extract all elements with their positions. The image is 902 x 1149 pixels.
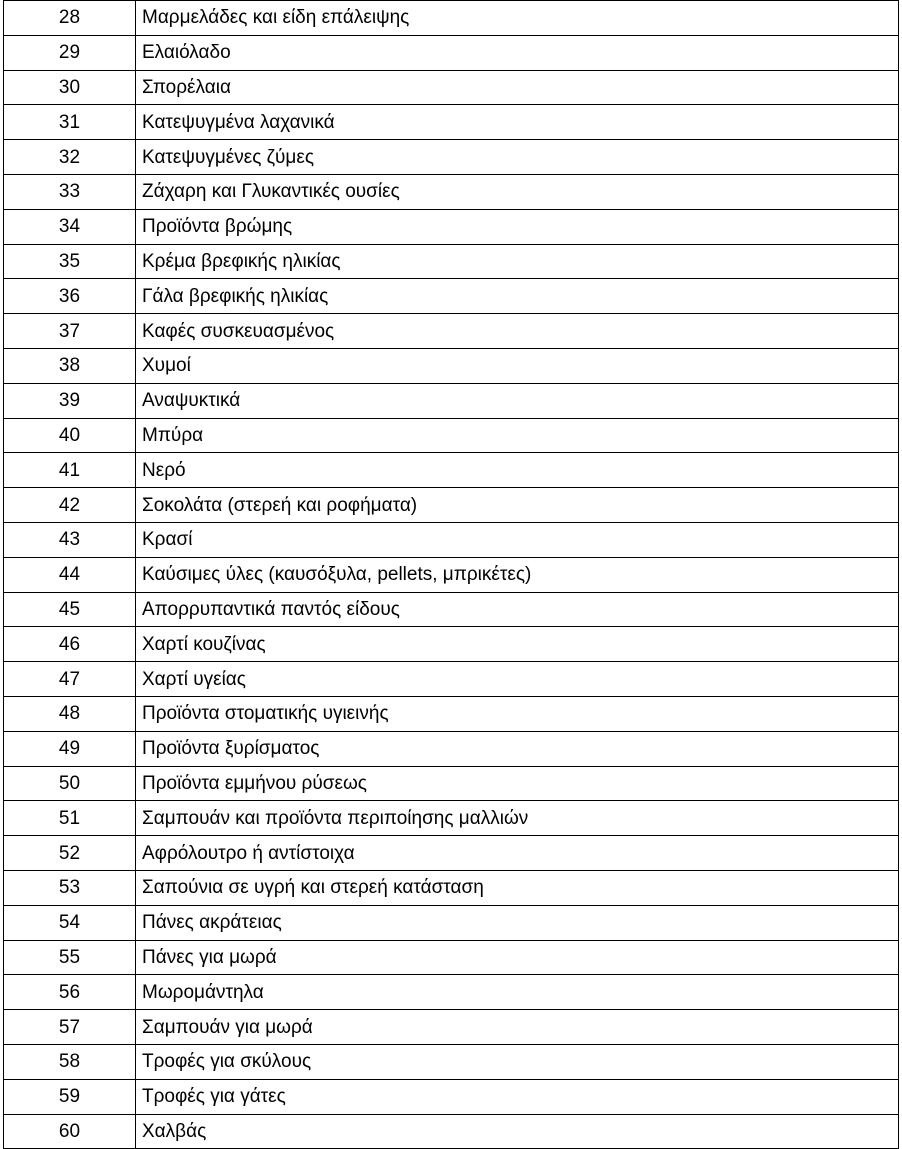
product-category-cell: Νερό xyxy=(136,453,899,488)
product-category-cell: Αφρόλουτρο ή αντίστοιχα xyxy=(136,836,899,871)
row-number-cell: 38 xyxy=(4,348,136,383)
product-category-cell: Μπύρα xyxy=(136,418,899,453)
product-category-cell: Γάλα βρεφικής ηλικίας xyxy=(136,279,899,314)
table-row xyxy=(4,140,899,175)
row-number-cell: 36 xyxy=(4,279,136,314)
row-number-cell: 57 xyxy=(4,1010,136,1045)
row-number-cell: 48 xyxy=(4,696,136,731)
product-category-cell: Σαμπουάν και προϊόντα περιποίησης μαλλιών xyxy=(136,801,899,836)
table-row xyxy=(4,70,899,105)
table-row xyxy=(4,418,899,453)
product-category-cell: Προϊόντα βρώμης xyxy=(136,209,899,244)
product-category-cell: Σαμπουάν για μωρά xyxy=(136,1010,899,1045)
table-row xyxy=(4,836,899,871)
row-number-cell: 30 xyxy=(4,70,136,105)
row-number-cell: 28 xyxy=(4,1,136,36)
table-row xyxy=(4,766,899,801)
product-category-cell: Προϊόντα ξυρίσματος xyxy=(136,731,899,766)
table-row xyxy=(4,105,899,140)
table-row xyxy=(4,279,899,314)
product-category-cell: Χαρτί κουζίνας xyxy=(136,627,899,662)
table-row xyxy=(4,383,899,418)
product-category-cell: Απορρυπαντικά παντός είδους xyxy=(136,592,899,627)
product-category-cell: Ζάχαρη και Γλυκαντικές ουσίες xyxy=(136,174,899,209)
row-number-cell: 31 xyxy=(4,105,136,140)
product-category-cell: Χυμοί xyxy=(136,348,899,383)
row-number-cell: 60 xyxy=(4,1114,136,1149)
product-category-cell: Καφές συσκευασμένος xyxy=(136,314,899,349)
product-category-cell: Τροφές για σκύλους xyxy=(136,1044,899,1079)
table-row xyxy=(4,244,899,279)
product-category-cell: Κρασί xyxy=(136,522,899,557)
row-number-cell: 44 xyxy=(4,557,136,592)
row-number-cell: 55 xyxy=(4,940,136,975)
product-category-cell: Σπορέλαια xyxy=(136,70,899,105)
table-row xyxy=(4,522,899,557)
table-row xyxy=(4,348,899,383)
product-category-cell: Κατεψυγμένες ζύμες xyxy=(136,140,899,175)
row-number-cell: 47 xyxy=(4,662,136,697)
product-category-cell: Κρέμα βρεφικής ηλικίας xyxy=(136,244,899,279)
row-number-cell: 40 xyxy=(4,418,136,453)
table-row xyxy=(4,905,899,940)
row-number-cell: 41 xyxy=(4,453,136,488)
row-number-cell: 33 xyxy=(4,174,136,209)
product-category-cell: Προϊόντα στοματικής υγιεινής xyxy=(136,696,899,731)
table-row xyxy=(4,35,899,70)
product-category-table xyxy=(3,0,899,1149)
row-number-cell: 45 xyxy=(4,592,136,627)
table-row xyxy=(4,940,899,975)
product-category-cell: Χαρτί υγείας xyxy=(136,662,899,697)
row-number-cell: 35 xyxy=(4,244,136,279)
row-number-cell: 51 xyxy=(4,801,136,836)
table-row xyxy=(4,557,899,592)
row-number-cell: 42 xyxy=(4,488,136,523)
row-number-cell: 49 xyxy=(4,731,136,766)
product-category-cell: Σοκολάτα (στερεή και ροφήματα) xyxy=(136,488,899,523)
row-number-cell: 56 xyxy=(4,975,136,1010)
product-category-cell: Χαλβάς xyxy=(136,1114,899,1149)
table-row xyxy=(4,1044,899,1079)
product-category-cell: Πάνες για μωρά xyxy=(136,940,899,975)
product-category-cell: Κατεψυγμένα λαχανικά xyxy=(136,105,899,140)
row-number-cell: 43 xyxy=(4,522,136,557)
row-number-cell: 46 xyxy=(4,627,136,662)
row-number-cell: 59 xyxy=(4,1079,136,1114)
product-category-cell: Μαρμελάδες και είδη επάλειψης xyxy=(136,1,899,36)
table-row xyxy=(4,1010,899,1045)
table-row xyxy=(4,174,899,209)
table-row xyxy=(4,696,899,731)
table-row xyxy=(4,209,899,244)
product-category-cell: Σαπούνια σε υγρή και στερεή κατάσταση xyxy=(136,870,899,905)
table-row xyxy=(4,488,899,523)
row-number-cell: 32 xyxy=(4,140,136,175)
row-number-cell: 54 xyxy=(4,905,136,940)
table-row xyxy=(4,731,899,766)
table-row xyxy=(4,801,899,836)
table-row xyxy=(4,314,899,349)
row-number-cell: 37 xyxy=(4,314,136,349)
product-category-cell: Τροφές για γάτες xyxy=(136,1079,899,1114)
table-row xyxy=(4,453,899,488)
row-number-cell: 39 xyxy=(4,383,136,418)
row-number-cell: 50 xyxy=(4,766,136,801)
row-number-cell: 53 xyxy=(4,870,136,905)
product-category-cell: Μωρομάντηλα xyxy=(136,975,899,1010)
table-row xyxy=(4,1,899,36)
table-row xyxy=(4,627,899,662)
product-category-cell: Ελαιόλαδο xyxy=(136,35,899,70)
product-category-cell: Προϊόντα εμμήνου ρύσεως xyxy=(136,766,899,801)
product-category-cell: Πάνες ακράτειας xyxy=(136,905,899,940)
table-row xyxy=(4,662,899,697)
table-row xyxy=(4,592,899,627)
row-number-cell: 34 xyxy=(4,209,136,244)
product-category-cell: Καύσιμες ύλες (καυσόξυλα, pellets, μπρικέτες) xyxy=(136,557,899,592)
row-number-cell: 29 xyxy=(4,35,136,70)
table-body xyxy=(4,1,899,1149)
table-row xyxy=(4,1079,899,1114)
row-number-cell: 58 xyxy=(4,1044,136,1079)
table-row xyxy=(4,1114,899,1149)
product-category-cell: Αναψυκτικά xyxy=(136,383,899,418)
table-row xyxy=(4,975,899,1010)
row-number-cell: 52 xyxy=(4,836,136,871)
table-row xyxy=(4,870,899,905)
